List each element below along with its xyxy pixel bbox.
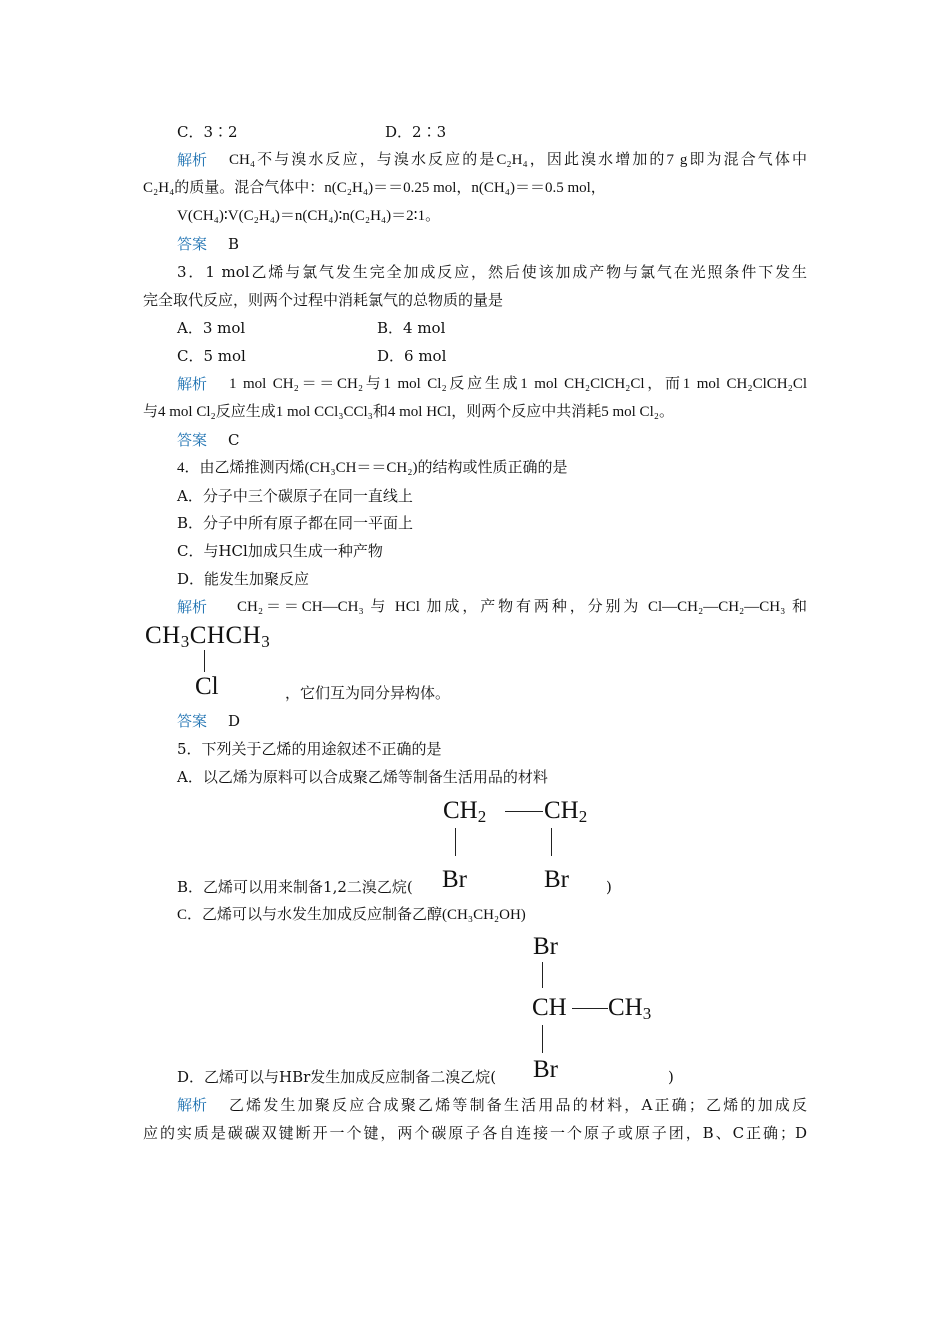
q5-b-bond-right xyxy=(551,828,552,856)
q5-option-c: C．乙烯可以与水发生加成反应制备乙醇(CH₃CH₂OH) xyxy=(177,907,526,923)
q5-b-bond-left xyxy=(455,828,456,856)
q4-answer: D xyxy=(228,712,241,730)
q4-option-b: B．分子中所有原子都在同一平面上 xyxy=(177,514,414,532)
q5-d-br-top: Br xyxy=(533,933,558,960)
q5-jiexi-line2: 应的实质是碳碳双键断开一个键，两个碳原子各自连接一个原子或原子团，B、C正确；D xyxy=(143,1124,807,1142)
q5-option-d-close: ) xyxy=(668,1068,674,1086)
q5-b-struct-bond xyxy=(505,811,543,812)
q5-d-ch3: CH3 xyxy=(608,994,652,1023)
q3-option-a: A．3 mol xyxy=(177,319,246,337)
q3-jiexi-line1: 1 mol CH₂＝＝CH₂与1 mol Cl₂反应生成1 mol CH₂ClCH₂Cl，而1 mol CH₂ClCH₂Cl xyxy=(229,376,807,392)
q3-option-b: B．4 mol xyxy=(377,319,446,337)
q2-answer-label: 答案 xyxy=(177,235,208,253)
q5-d-bond-top xyxy=(542,962,543,988)
q5-option-b-close: ) xyxy=(606,878,612,896)
q2-answer: B xyxy=(228,235,240,253)
q5-d-bond-side xyxy=(572,1008,608,1009)
q4-stem: 4．由乙烯推测丙烯(CH₃CH＝＝CH₂)的结构或性质正确的是 xyxy=(177,460,568,476)
q5-option-a: A．以乙烯为原料可以合成聚乙烯等制备生活用品的材料 xyxy=(177,768,548,786)
q5-b-br-right: Br xyxy=(544,866,569,893)
q4-jiexi-line2: ，它们互为同分异构体。 xyxy=(285,684,451,702)
q5-b-struct-left: CH2 xyxy=(443,797,487,826)
q5-jiexi-label: 解析 xyxy=(177,1096,208,1114)
q2-option-c: C．3∶2 xyxy=(177,123,238,141)
q3-answer: C xyxy=(228,431,240,449)
q5-b-struct-right: CH2 xyxy=(544,797,588,826)
q5-d-br-bottom: Br xyxy=(533,1056,558,1083)
q2-jiexi-line1: CH₄不与溴水反应，与溴水反应的是C₂H₄，因此溴水增加的7 g即为混合气体中 xyxy=(229,152,807,168)
q4-structure-sub: Cl xyxy=(195,673,219,700)
q3-jiexi-label: 解析 xyxy=(177,375,208,393)
q4-option-d: D．能发生加聚反应 xyxy=(177,570,310,588)
q3-answer-label: 答案 xyxy=(177,431,208,449)
q5-option-d-text: D．乙烯可以与HBr发生加成反应制备二溴乙烷( xyxy=(177,1068,497,1086)
q4-jiexi-line1: CH₂＝＝CH—CH₃ 与 HCl 加成，产物有两种，分别为 Cl—CH₂—CH₂—CH₃ 和 xyxy=(237,599,807,615)
q3-stem-line1: 3．1 mol乙烯与氯气发生完全加成反应，然后使该加成产物与氯气在光照条件下发生 xyxy=(177,263,807,281)
q2-jiexi-line2: C₂H₄的质量。混合气体中：n(C₂H₄)＝＝0.25 mol，n(CH₄)＝＝0.5 mol， xyxy=(143,180,606,196)
q4-structure-main: CH3CHCH3 xyxy=(145,622,271,651)
q4-structure-bond xyxy=(204,650,205,672)
q3-option-c: C．5 mol xyxy=(177,347,246,365)
q4-option-a: A．分子中三个碳原子在同一直线上 xyxy=(177,487,413,505)
q4-option-c: C．与HCl加成只生成一种产物 xyxy=(177,542,383,560)
q3-option-d: D．6 mol xyxy=(377,347,447,365)
q5-d-ch: CH xyxy=(532,994,567,1021)
q5-b-br-left: Br xyxy=(442,866,467,893)
q4-answer-label: 答案 xyxy=(177,712,208,730)
q5-option-b-text: B．乙烯可以用来制备1,2二溴乙烷( xyxy=(177,878,413,896)
q2-jiexi-line3: V(CH₄)∶V(C₂H₄)＝n(CH₄)∶n(C₂H₄)＝2∶1。 xyxy=(177,208,441,224)
q2-option-d: D．2∶3 xyxy=(385,123,447,141)
q5-jiexi-line1: 乙烯发生加聚反应合成聚乙烯等制备生活用品的材料，A正确；乙烯的加成反 xyxy=(229,1096,807,1114)
q5-stem: 5．下列关于乙烯的用途叙述不正确的是 xyxy=(177,740,442,758)
q4-jiexi-label: 解析 xyxy=(177,598,208,616)
q2-jiexi-label: 解析 xyxy=(177,151,208,169)
q3-jiexi-line2: 与4 mol Cl₂反应生成1 mol CCl₃CCl₃和4 mol HCl，则两个反应中共消耗5 mol Cl₂。 xyxy=(143,404,674,420)
q3-stem-line2: 完全取代反应，则两个过程中消耗氯气的总物质的量是 xyxy=(143,291,504,309)
q5-d-bond-bottom xyxy=(542,1025,543,1053)
